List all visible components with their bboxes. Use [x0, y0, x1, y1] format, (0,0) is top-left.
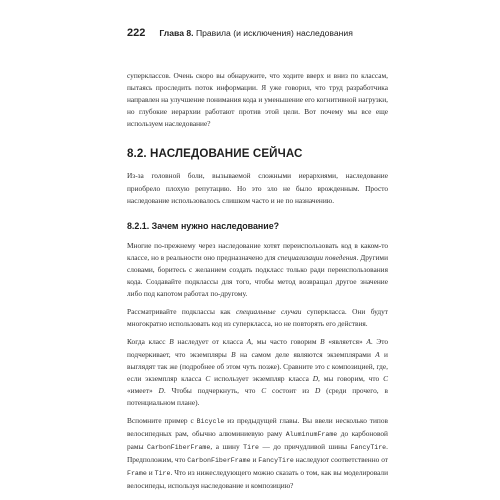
text-run: . Это подчеркивает, что экземпляры: [127, 337, 389, 359]
text-run: наследует от класса: [173, 337, 247, 347]
text-run: , а шину: [210, 442, 244, 452]
text-run: , мы говорим, что: [318, 373, 384, 383]
emphasis: специальные случаи: [235, 307, 302, 317]
text-run: Рассматривайте подклассы как: [127, 307, 236, 317]
text-run: Вспомните пример с: [127, 415, 197, 425]
text-run: и: [250, 455, 259, 465]
section-heading: 8.2. НАСЛЕДОВАНИЕ СЕЙЧАС: [127, 147, 303, 161]
text-run: Многие по-прежнему через наследование хотят переиспользовать код в каком-то классе, но в реальности оно предназначено для: [127, 240, 388, 262]
text-run: и: [146, 468, 155, 478]
subsection-heading: 8.2.1. Зачем нужно наследование?: [127, 220, 280, 231]
text-run: до карбоновой рамы: [127, 429, 388, 452]
paragraph-consider: [127, 306, 388, 330]
code-identifier: FancyTire: [258, 457, 294, 465]
class-var: B: [169, 337, 174, 347]
class-var: D: [312, 373, 319, 383]
class-var: D: [314, 385, 321, 395]
class-var: A: [366, 337, 371, 347]
text-run: и выглядят так же (подробнее об этом чуть позже). Сравните это с композицией, где, если экземпляр класса: [127, 349, 388, 383]
paragraph-when: [127, 336, 388, 409]
text-run: — до причудливой шины: [258, 442, 351, 452]
emphasis: специализации поведения: [277, 252, 357, 262]
code-identifier: Tire: [154, 470, 171, 478]
class-var: C: [261, 385, 267, 395]
text-run: Когда класс: [127, 337, 170, 347]
code-identifier: CarbonFiberFrame: [147, 444, 211, 452]
paragraph-inheritance-now: Из-за головной боли, вызываемой сложными иерархиями, наследование приобрело плохую репутацию. Но это зло не было врожденным. Просто наследование использовалось слишком часто и не по назначению.: [127, 171, 388, 205]
text-run: «является»: [324, 337, 367, 347]
text-run: . Предположим, что: [127, 442, 388, 465]
page-body: [127, 70, 388, 493]
page-number: 222: [127, 27, 146, 39]
code-identifier: FancyTire: [350, 444, 387, 452]
text-run: из предыдущей главы. Вы ввели несколько типов велосипедных рам, обычно алюминиевую раму: [127, 415, 388, 439]
text-run: суперкласса. Они будут многократно использовать код из суперкласса, но не повторять его действия.: [127, 307, 388, 329]
text-run: наследуют соответственно от: [293, 455, 388, 465]
class-var: D: [158, 385, 164, 395]
class-var: B: [231, 349, 236, 359]
code-identifier: CarbonFiberFrame: [187, 457, 251, 465]
text-run: состоит из: [266, 385, 315, 395]
chapter-title: Правила (и исключения) наследования: [195, 28, 353, 38]
chapter-prefix: Глава 8.: [159, 28, 194, 38]
text-run: «имеет»: [127, 385, 159, 395]
paragraph-recall: [127, 415, 388, 493]
text-run: . Другими словами, боритесь с желанием создать подкласс только ради переиспользования кода. Создавайте подклассы для того, чтобы метод возвращал другое значение либо под капотом работал по-другому.: [127, 252, 389, 299]
class-var: A: [246, 337, 252, 347]
chapter-header: [159, 28, 353, 38]
class-var: C: [205, 373, 211, 383]
running-header: [127, 27, 387, 39]
class-var: A: [375, 349, 380, 359]
text-run: . Что из нижеследующего можно сказать о том, как вы моделировали велосипеды, используя наследование и композицию?: [127, 468, 388, 491]
code-identifier: AluminumFrame: [285, 431, 338, 439]
text-run: (среди прочего, в потенциальном плане).: [127, 385, 388, 407]
code-identifier: Bicycle: [196, 417, 225, 425]
text-run: использует экземпляр класса: [210, 373, 313, 383]
code-identifier: Tire: [243, 444, 259, 452]
text-run: на самом деле являются экземплярами: [235, 349, 376, 359]
class-var: C: [383, 373, 388, 383]
code-identifier: Frame: [127, 470, 147, 478]
paragraph-why: [127, 240, 388, 300]
text-run: . Чтобы подчеркнуть, что: [163, 385, 262, 395]
paragraph-intro: суперклассов. Очень скоро вы обнаружите, что ходите вверх и вниз по классам, пытаясь проследить поток информации. Я уже говорил, что труд разработчика направлен на улучшение понимания кода и уменьшение его когнитивной нагрузки, но глубокие иерархии работают против этой цели. Вот почему мы все еще используем наследование?: [127, 71, 388, 129]
text-run: , мы часто говорим: [251, 337, 321, 347]
class-var: B: [320, 337, 325, 347]
